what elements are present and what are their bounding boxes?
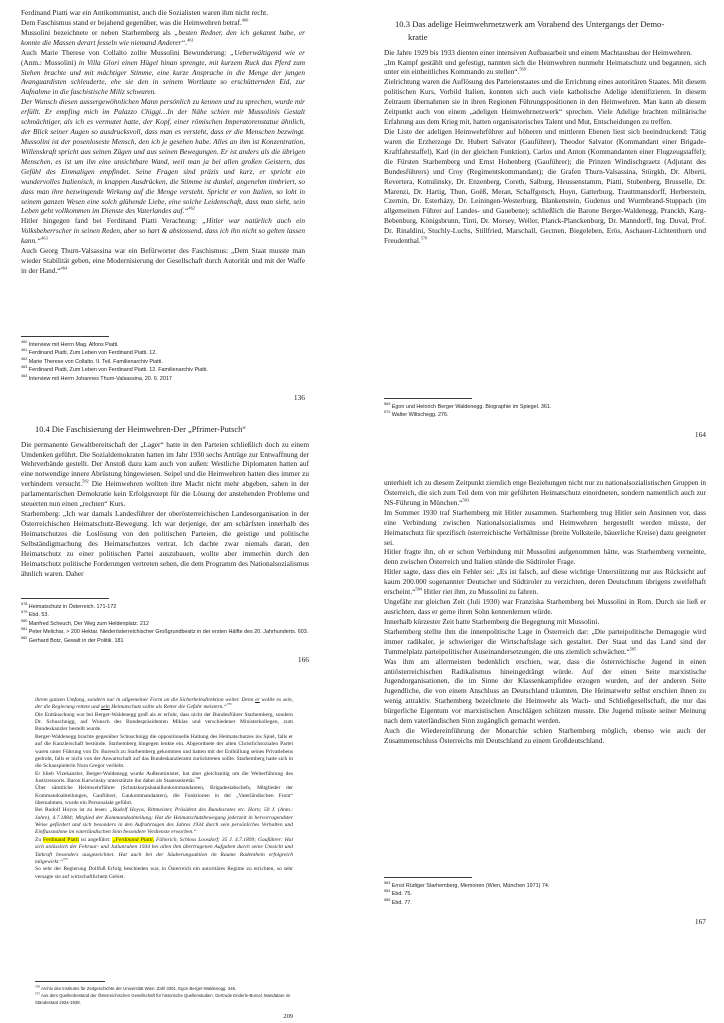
paragraph — [384, 726, 706, 746]
footnote-text: Ferdinand Piatti, Zum Leben von Ferdinand Piatti. 12. — [27, 350, 157, 357]
footnote-ref: 461 — [187, 37, 194, 43]
page-number: 166 — [297, 654, 309, 664]
footnote — [21, 628, 309, 636]
paragraph — [384, 547, 706, 567]
footnote — [21, 620, 309, 628]
page-footer — [384, 398, 706, 439]
page-number: 136 — [293, 392, 305, 402]
footnote-divider — [21, 598, 109, 599]
page-209 — [35, 697, 294, 1020]
text-segment: Die Heimwehren wollten ihre Macht nicht mehr abgeben, sahen in der parlamentarischen Demokratie kein Erfolgsrezept für die Lösung der anstehenden Probleme und steuerten nun einen „rechten“ Kurs. — [21, 479, 309, 509]
footnote-text: Gerhard Botz, Gewalt in der Politik. 181 — [27, 637, 124, 644]
footnote-text: Interview mit Herrn Johannes Thurn-Valsassina, 20. 6. 2017 — [27, 375, 172, 382]
text-segment: wollte es sein, der die Regierung rettete und — [35, 697, 294, 711]
paragraph — [21, 8, 305, 18]
text-segment: Auch Georg Thurn-Valsassina war ein Befürworter des Faschismus: „Dem Staat musste man wieder Stabilität geben, eine Modernisierung der Gesellschaft durch Autorität und mit der Waffe in der Hand.“ — [21, 246, 305, 275]
page-body — [35, 697, 293, 881]
text-segment: Hitler hingegen fand bei Ferdinand Piatti Verachtung: — [21, 216, 203, 226]
footnotes — [384, 403, 706, 420]
footnote — [384, 899, 706, 907]
heading-line: 10.4 Die Faschisierung der Heimwehren-Der „Pfrimer-Putsch“ — [35, 425, 247, 434]
footnote — [21, 358, 305, 366]
footnote — [35, 993, 293, 1007]
paragraph — [384, 58, 706, 78]
footnote-ref: 584 — [415, 586, 422, 592]
page-footer — [21, 598, 309, 664]
footnote-text: Peter Melichar, > 200 Hektar. Niederösterreichischer Großgrundbesitz in der ersten Hälfte des 20. Jahrhunderts. 603. — [27, 629, 309, 636]
footnote-number: 737 — [35, 991, 41, 996]
page-body — [21, 8, 305, 276]
footnote-number: 570 — [384, 410, 391, 415]
paragraph — [384, 567, 706, 597]
text-segment: Ungefähr zur gleichen Zeit (Juli 1930) war Franziska Starhemberg bei Mussolini in Rom. Durch sie ließ er ausrichten, dass er gerne ihren Sohn kennenlernen würde. — [384, 597, 706, 616]
paragraph — [384, 627, 706, 657]
paragraph — [384, 127, 706, 246]
text-segment: Zielrichtung waren die Auflösung des Parteienstaates und die Errichtung eines autoritären Staates. Mit diesem politischen Kurs, Vorbild Italien, konnten sich auch viele katholische Adelige identifizieren. In diesem Zeitraum übernahmen sie in ihren Regionen Führungspositionen in den Heimwehren. Man kann ab diesem Zeitpunkt auch von einem „adeligen Heimwehrnetzwerk“ sprechen. Viele Adelige brachten militärische Erfahrung aus dem Krieg mit, hatten organisatorisches Talent und Mut, Entscheidungen zu treffen. — [384, 77, 706, 127]
footnote-text: Ebd. 77. — [390, 899, 412, 906]
text-segment: Er blieb Vizekanzler, Berger-Waldenegg wurde Außenminister, bat aber gleichzeitig um die Weiterführung des Justizressorts. Baron Karwinsky unterstützte ihn dabei als Staatssekretär. — [35, 770, 293, 784]
text-segment: ihrem ganzen Umfang, sondern nur in allgemeiner Form an die Sicherheitsdirektion weiter. Denn — [35, 697, 256, 703]
page-body — [21, 440, 309, 579]
footnote — [384, 890, 706, 898]
paragraph — [384, 597, 706, 617]
text-segment: „Hitler war natürlich auch ein Volksbeherrscher in seinen Reden, aber so hart & abstossend, dass ich ihn nicht so gelten lassen kann.“ — [21, 216, 305, 246]
footnote-number: 582 — [21, 635, 28, 640]
footnote-number: 462 — [21, 356, 28, 361]
footnote-ref: 736 — [195, 776, 201, 781]
paragraph — [35, 734, 293, 771]
text-segment: So sehr der Regierung Dollfuß Erfolg beschieden war, in Österreich ein autoritäres Regime zu errichten, so sehr versagte sie auf wirtschaftlichem Gebiet. — [35, 866, 293, 880]
footnote-number: 463 — [21, 365, 28, 370]
text-segment: (Anm.: Mussolini) — [21, 57, 79, 67]
text-segment: „Ueberwältigend wie er — [230, 47, 305, 57]
text-segment: Heimatschutz sollte als Retter die Gefahr meistern.“ — [109, 704, 227, 711]
footnote-number: 736 — [35, 984, 41, 989]
text-segment: Zu — [35, 836, 44, 843]
paragraph — [21, 246, 305, 276]
footnote-divider — [35, 981, 105, 982]
footnote-ref: 585 — [629, 646, 637, 652]
paragraph — [21, 440, 309, 509]
text-segment: Die Enttäuschung war bei Berger-Waldenegg groß als er erfuhr, dass nicht der Bundesführer Starhemberg, sondern Dr. Schuschnigg, auf Wunsch des Bundespräsidenten Miklas und verschiedener Ministerkollegen, zum Bundeskanzler bestellt wurde. — [35, 711, 293, 733]
highlighted-text: Ferdinand Piatti — [43, 836, 79, 843]
footnote-text: Ferdinand Piatti, Zum Leben von Ferdinand Piatti. 12. Familienarchiv Piatti. — [27, 367, 208, 374]
page-number: 167 — [694, 917, 706, 927]
footnote-text: Aus dem Quellenbestand der Österreichischen Gesellschaft für historische Quellenstudien. Gertrude Enderle-Burcel, Mandatare im Ständestaat 1934-1938. — [35, 992, 291, 1005]
text-segment: „Im Kampf gestählt und gefestigt, nannten sich die Heimwehren nunmehr Heimatschutz und begannen, sich unter ein einheitliches Kommando zu stellen“. — [384, 57, 706, 77]
footnote-number: 461 — [21, 348, 28, 353]
footnote-ref: 570 — [420, 235, 428, 241]
page-body — [384, 478, 706, 746]
text-segment: ist angeführt: — [78, 836, 113, 843]
footnote-number: 583 — [384, 881, 391, 886]
footnote-text: Ebd. 75. — [390, 891, 412, 898]
text-segment: Die permanente Gewaltbereitschaft der „Lager“ hatte in den Parteien schließlich doch zu einem Umdenken geführt. Die Sozialdemokraten hatten im Jahr 1930 sechs Anträge zur Entwaffnung der Wehrverbände gestellt. Der Anstoß dazu kam auch von außen: Westliche Diplomaten hatten auf eine notwendige innere Abrüstung hingewiesen. Seipel und die Heimwehren hatten dies immer zu verhindern versucht. — [21, 439, 309, 489]
text-segment: Über sämtliche Heimwehrführer (Schutzkorpsbataillonkommandanten, Brigadestabschefs, Mitglieder der Kommandoabteilungen, Gauführer, Gaukommandanten), die Funktionen in der „Vaterländischen Front“ übernahmen, wurde ein Personalakt geführt. — [35, 785, 293, 807]
paragraph — [21, 509, 309, 578]
heading-line: kratie — [408, 32, 428, 43]
page-body — [384, 48, 706, 246]
footnote-text: Marie Therese von Collalto. II. Teil. Familienarchiv Piatti. — [27, 358, 163, 365]
footnote-text: Ernst Rüdiger Starhemberg, Memoiren (Wien, München 1971) 74. — [390, 883, 550, 889]
text-segment: „Rudolf Hoyos, Rittmeister, Präsident des Bundesrates etc. Horn; 50 J. (Anm.: Jahre), 4.7.1884; Mitglied der Kommandoabteilung; Hat die Heimatschutzbewegung jederzeit in hervorragendster Weise gefördert und sich besonders in den Aufruhrtagen des Jahres 1934 durch sein persönliches Verhalten und Einflussnahme im vaterländischen Sinn besondere Verdienste erworben.“ — [35, 807, 293, 836]
footnote-text: Egon und Heinrich Berger Waldenegg. Biographie im Spiegel. 361. — [390, 404, 552, 410]
text-segment: Fähnrich, Schloss Loosdorf; 35 J. 4.7.1899; Gauführer: Hat sich anlässlich der Februar- und Juliunruhen 1934 bei allen ihm übertragenen Aufgaben durch seine Umsicht und Tatkraft besonders ausgezeichnet. Hat auch bei der Säuberungsaktion im Raume Radenthein erfolgreich mitgewirkt.“ — [35, 836, 294, 865]
heading-line: 10.3 Das adelige Heimwehrnetzwerk am Vorabend des Untergangs der Demo- — [395, 19, 665, 29]
footnote — [21, 375, 305, 383]
footnote-text: Walter Wiltschegg. 276. — [390, 412, 449, 419]
paragraph — [35, 807, 293, 836]
footnote — [21, 366, 305, 374]
text-segment: Starhemberg: „Ich war damals Landesführer der oberösterreichischen Landesorganisation in der Österreichischen Heimatschutz-Bewegung. Ich war derjenige, der am schärfsten innerhalb des Heimatschutzes die Loslösung von den politischen Parteien, die geistige und politische Selbständigmachung des Heimatschutzes vertrat. Ich dachte zwar niemals daran, den Heimatschutz zu einer politischen Partei auszubauen, wollte aber immerhin durch den Heimatschutz politische Forderungen vertreten sehen, die dem Programm des Nationalsozialismus ähnlich waren. Daher — [21, 509, 309, 578]
footnote-ref: 463 — [41, 235, 48, 241]
paragraph — [35, 771, 293, 786]
footnote-number: 460 — [21, 340, 28, 345]
footnotes — [21, 341, 305, 383]
text-segment: Dem Faschismus stand er bejahend gegenüber, was die Heimwehren betraf. — [21, 17, 242, 27]
footnote-number: 581 — [21, 627, 28, 632]
text-segment: Hitler riet ihm, zu Mussolini zu fahren. — [421, 587, 539, 597]
footnote-number: 579 — [21, 610, 28, 615]
text-segment: Auch Marie Therese von Collalto zollte Mussolini Bewunderung: — [21, 47, 231, 57]
text-segment: Auch die Wiedereinführung der Monarchie schien Starhemberg möglich, ebenso wie auch der Zusammenschluss Österreichs mit Deutschland zu einem Großdeutschland. — [384, 726, 706, 745]
text-segment: Der Wunsch diesen aussergewöhnlichen Mann persönlich zu kennen und zu sprechen, wurde mir erfüllt. Er empfing mich im Palazzo Chiggi…In der Nähe schien mir Mussolinis Gestalt schmächtiger, als ich es vermutet hatte, der Kopf, einer römischen Imperatorenstatue ähnlich, der Blick seiner Augen so ausdrucksvoll, dass man es versteht, dass er die Menschen bezwingt. Mussolini ist der posenloseste Mensch, den ich je gesehen habe. Alles an ihm ist Konzentration, Willenskraft spricht aus seinen Zügen und aus seinen Bewegungen. Er ist anders als die übrigen Menschen, es ist um ihn eine unsichtbare Wand, weil man ja bei allen großen Geistern, das Gefühl des Einmaligen empfindet. Seine Fragen sind präzis und kurz, er spricht ein wundervolles Italienisch, in knappen Ausdrücken, die Stimme ist dunkel, angenehm timbriert, so dass man ihre bezwingende Wirkung auf die Menge versteht. Spricht er von Italien, so loht in seinem ganzen Wesen eine solch glühende Liebe, eine solche Leidenschaft, dass man sieht, sein Leben geht vollkommen im Dienste des Vaterlandes auf.“ — [21, 97, 305, 216]
text-segment: Was ihm am allermeisten bedenklich erschien, war, dass die österreichische Jugend in einen antiösterreichischen Radikalismus hineingedrängt würde. Auf der einen Seite marxistische Jugendorganisationen, die im Sinne der Klassenkampfidee erzogen wurden, auf der anderen Seite Jugendliche, die von einem Anschluss an Deutschland träumten. Die Heimatwehr selbst erschien ihnen zu wenig attraktiv. Starhemberg bezeichnete die Heimwehr als Wach- und Schließgesellschaft, die nur das bürgerliche Eigentum vor marxistischen Anschlägen schützen musste. Die Jugend müsste seiner Meinung nach dem vaterländischen Sinn zugänglich gemacht werden. — [384, 656, 706, 726]
paragraph — [21, 18, 305, 28]
paragraph — [35, 837, 293, 866]
text-segment: Starhemberg stellte ihm die innenpolitische Lage in Österreich dar: „Die parteipolitische Demagogie wird immer radikaler, je schwieriger die Wirtschaftslage sich gestaltet. Der Staat und das Land sind der Tummelplatz parteipolitischer Auseinandersetzungen, die uns ziemlich schwächen.“ — [384, 626, 706, 656]
footnote-divider — [384, 877, 472, 878]
footnote-number: 464 — [21, 373, 28, 378]
footnote-ref: 735 — [226, 702, 232, 707]
text-segment: Bei Rudolf Hoyos ist zu lesen: — [35, 807, 110, 814]
paragraph — [384, 478, 706, 508]
page-number: 164 — [694, 429, 706, 439]
footnote-ref: 569 — [519, 67, 526, 73]
footnote — [21, 611, 309, 619]
footnote-ref: 582 — [82, 478, 89, 484]
paragraph — [384, 657, 706, 726]
footnote-number: 578 — [21, 602, 28, 607]
paragraph — [21, 48, 305, 98]
footnote — [384, 411, 706, 419]
page-164 — [384, 18, 706, 438]
page-footer — [21, 336, 305, 402]
paragraph — [35, 697, 293, 712]
text-segment: er — [255, 697, 260, 703]
page-number: 209 — [283, 1012, 293, 1020]
text-segment: Mussolini bezeichnete er neben Starhemberg als — [21, 27, 175, 37]
paragraph — [384, 48, 706, 58]
text-segment: Innerhalb kürzester Zeit hatte Starhemberg die Begegnung mit Mussolini. — [384, 616, 600, 626]
paragraph — [384, 508, 706, 548]
page-136 — [21, 8, 305, 410]
text-segment: sein — [100, 704, 110, 711]
text-segment: Hitler sagte, dass dies ein Fehler sei: „Es ist falsch, auf diese wichtige Unterstützung nur aus Rücksicht auf kaum 200.000 sogenannter Deutscher und Südtiroler zu verzichten, deren Deutschtum übrigens zweifelhaft erscheint.“ — [384, 567, 706, 597]
page-166 — [21, 424, 309, 666]
text-segment: Hitler fragte ihn, ob er schon Verbindung mit Mussolini aufgenommen hätte, was Starhemberg verneinte, denn zwischen Österreich und Italien stünde die Südtiroler Frage. — [384, 547, 706, 567]
page-footer — [384, 877, 706, 926]
footnote — [21, 349, 305, 357]
footnote-number: 580 — [21, 618, 28, 623]
footnote — [384, 882, 706, 890]
footnote — [384, 403, 706, 411]
text-segment: Die Jahre 1929 bis 1933 dienten einer intensiven Aufbauarbeit und einem Machtausbau der Heimwehren. — [384, 47, 692, 57]
paragraph — [21, 28, 305, 48]
footnotes — [384, 882, 706, 907]
text-segment: „besten Redner, den ich gekannt habe, er konnte die Massen derart fesseln wie niemand Anderer“. — [21, 27, 305, 47]
paragraph — [21, 97, 305, 216]
text-segment: in Villa Glori einen Hügel hinan sprengte, mit kurzem Ruck das Pferd zum Stehen brachte und mit mächtiger Stimme, eine kurze Ansprache in die Menge der jungen Avanguardisten schleuderte, ehe sie den in seinem Wortlaute so erschütternden Eid, zur Aufnahme in die faschistische Miliz schwuren. — [21, 57, 305, 97]
text-segment: unterhielt ich zu diesem Zeitpunkt ziemlich enge Beziehungen nicht nur zu nationalsozialistischen Gruppen in Österreich, die sich zum Teil dem von mir geführten Heimatschutz einordneten, sondern namentlich auch zur NS-Führung in München.“ — [384, 478, 706, 507]
page-footer — [35, 981, 293, 1020]
section-heading-10-4 — [35, 424, 309, 437]
footnote-number: 585 — [384, 897, 391, 902]
footnote-number: 584 — [384, 889, 391, 894]
footnote-ref: 583 — [462, 497, 469, 503]
footnote — [21, 603, 309, 611]
footnote-text: Heimatschutz in Österreich. 171-172 — [27, 604, 117, 610]
footnote-divider — [384, 398, 472, 399]
section-heading-10-3 — [384, 18, 706, 45]
paragraph — [384, 617, 706, 627]
footnote-ref: 464 — [60, 265, 68, 271]
text-segment: Berger-Waldenegg brachte gegenüber Schuschnigg die oppositionelle Haltung des Heimatschutzes ins Spiel, falls er auf die Kanzlerschaft bestünde. Starhemberg hingegen lenkte ein. Abgeordnete der alten Christlichsozialen Partei waren unter Führung von Dr. Buresch zu Starhemberg gekommen und hatten mit der Enthüllung seines Privatlebens gedroht, falls er nicht von der Anwartschaft auf das Bundeskanzleramt zurücktreten sollte. Starhemberg hatte sich in die Schauspielerin Nora Gregor verliebt. — [35, 733, 293, 770]
footnote-text: Manfred Scheuch, Der Weg zum Heldenplatz. 212 — [27, 620, 149, 627]
paragraph — [35, 785, 293, 807]
footnote-text: Interview mit Herrn Mag. Alfons Piatti. — [27, 342, 119, 348]
footnote-number: 569 — [384, 402, 391, 407]
paragraph — [35, 712, 293, 734]
highlighted-text: „Ferdinand Piatti, — [112, 836, 155, 843]
footnote-ref: 737 — [62, 857, 68, 862]
footnote — [21, 341, 305, 349]
footnote-text: Archiv des Institutes für Zeitgeschichte der Universität Wien. Zahl 3301. Egon Berger-Waldenegg. 346. — [40, 986, 237, 991]
page-167 — [384, 478, 706, 932]
footnote-ref: 462 — [188, 206, 195, 212]
paragraph — [384, 77, 706, 127]
footnote-divider — [21, 336, 109, 337]
paragraph — [21, 216, 305, 246]
text-segment: Im Sommer 1930 traf Starhemberg mit Hitler zusammen. Starhemberg trug Hitler sein Ansinnen vor, dass eine Verbindung zwischen Nationalsozialismus und Heimwehren hergestellt werden müsste, der Heimatschutz für spezifisch österreichische Verhältnisse (breite Volksteile, bäuerliche Kreise) dazu geeigneter sei. — [384, 507, 706, 547]
text-segment: Die Liste der adeligen Heimwehrführer auf höheren und mittleren Ebenen liest sich beeindruckend: Tätig waren die Erzherzoge Dr. Hubert Salvator (Gauführer), Theodor Salvator (Kommandant einer Brigade-Kraftfahrstaffel), Karl (in der gleichen Funktion), Carlos und Anton (Kommandanten einer Flugzeugstaffel); die Fürsten Starhemberg und Ernst Hohenberg (Gauführer); die Prinzen Windischgraetz (Adjutant des Bundesführers) und Croy (Regimentskommandant); die Grafen Thurn-Valsassina, Stürgkh, Dr. Alberti, Revertera, Kottulinsky, Dr. Enzenberg, Coreth, Salburg, Heussenstamm, Piatti, Stubenberg, Brusselle, Dr. Marenzi, Dr. Hartig, Thun, Goëß, Meran, Schaffgotsch, Huyn, Gatterburg, Trauttmansdorff, Herberstein, Czernin, Dr. Esterházy, Dr. Leiningen-Westerburg, Blankenstein, Gudenus und Wurmbrand-Stuppach (im allgemeinen Führer auf Landes- und Gauebene); schließlich die Barone Berger-Waldenegg, Pranckh, Karg-Bebenburg, Königsbrunn, Tinti, Dr. Morsey, Weller, Planck-Planckenburg, Dr. Manndorff, Ing. Duval, Prof. Dr. Rinaldini, Stuchly-Luchs, Stillfried, Marschall, Gecmen, Biegeleben, Erös, Aschauer-Lichtenthurn und Freudenthal. — [384, 127, 706, 246]
footnote-ref: 460 — [241, 17, 249, 23]
paragraph — [35, 866, 293, 881]
footnotes — [35, 986, 293, 1007]
footnote — [21, 637, 309, 645]
text-segment: Ferdinand Piatti war ein Antikommunist, auch die Sozialisten waren ihm nicht recht. — [21, 8, 269, 17]
footnote-text: Ebd. 53. — [27, 612, 49, 619]
footnotes — [21, 603, 309, 645]
